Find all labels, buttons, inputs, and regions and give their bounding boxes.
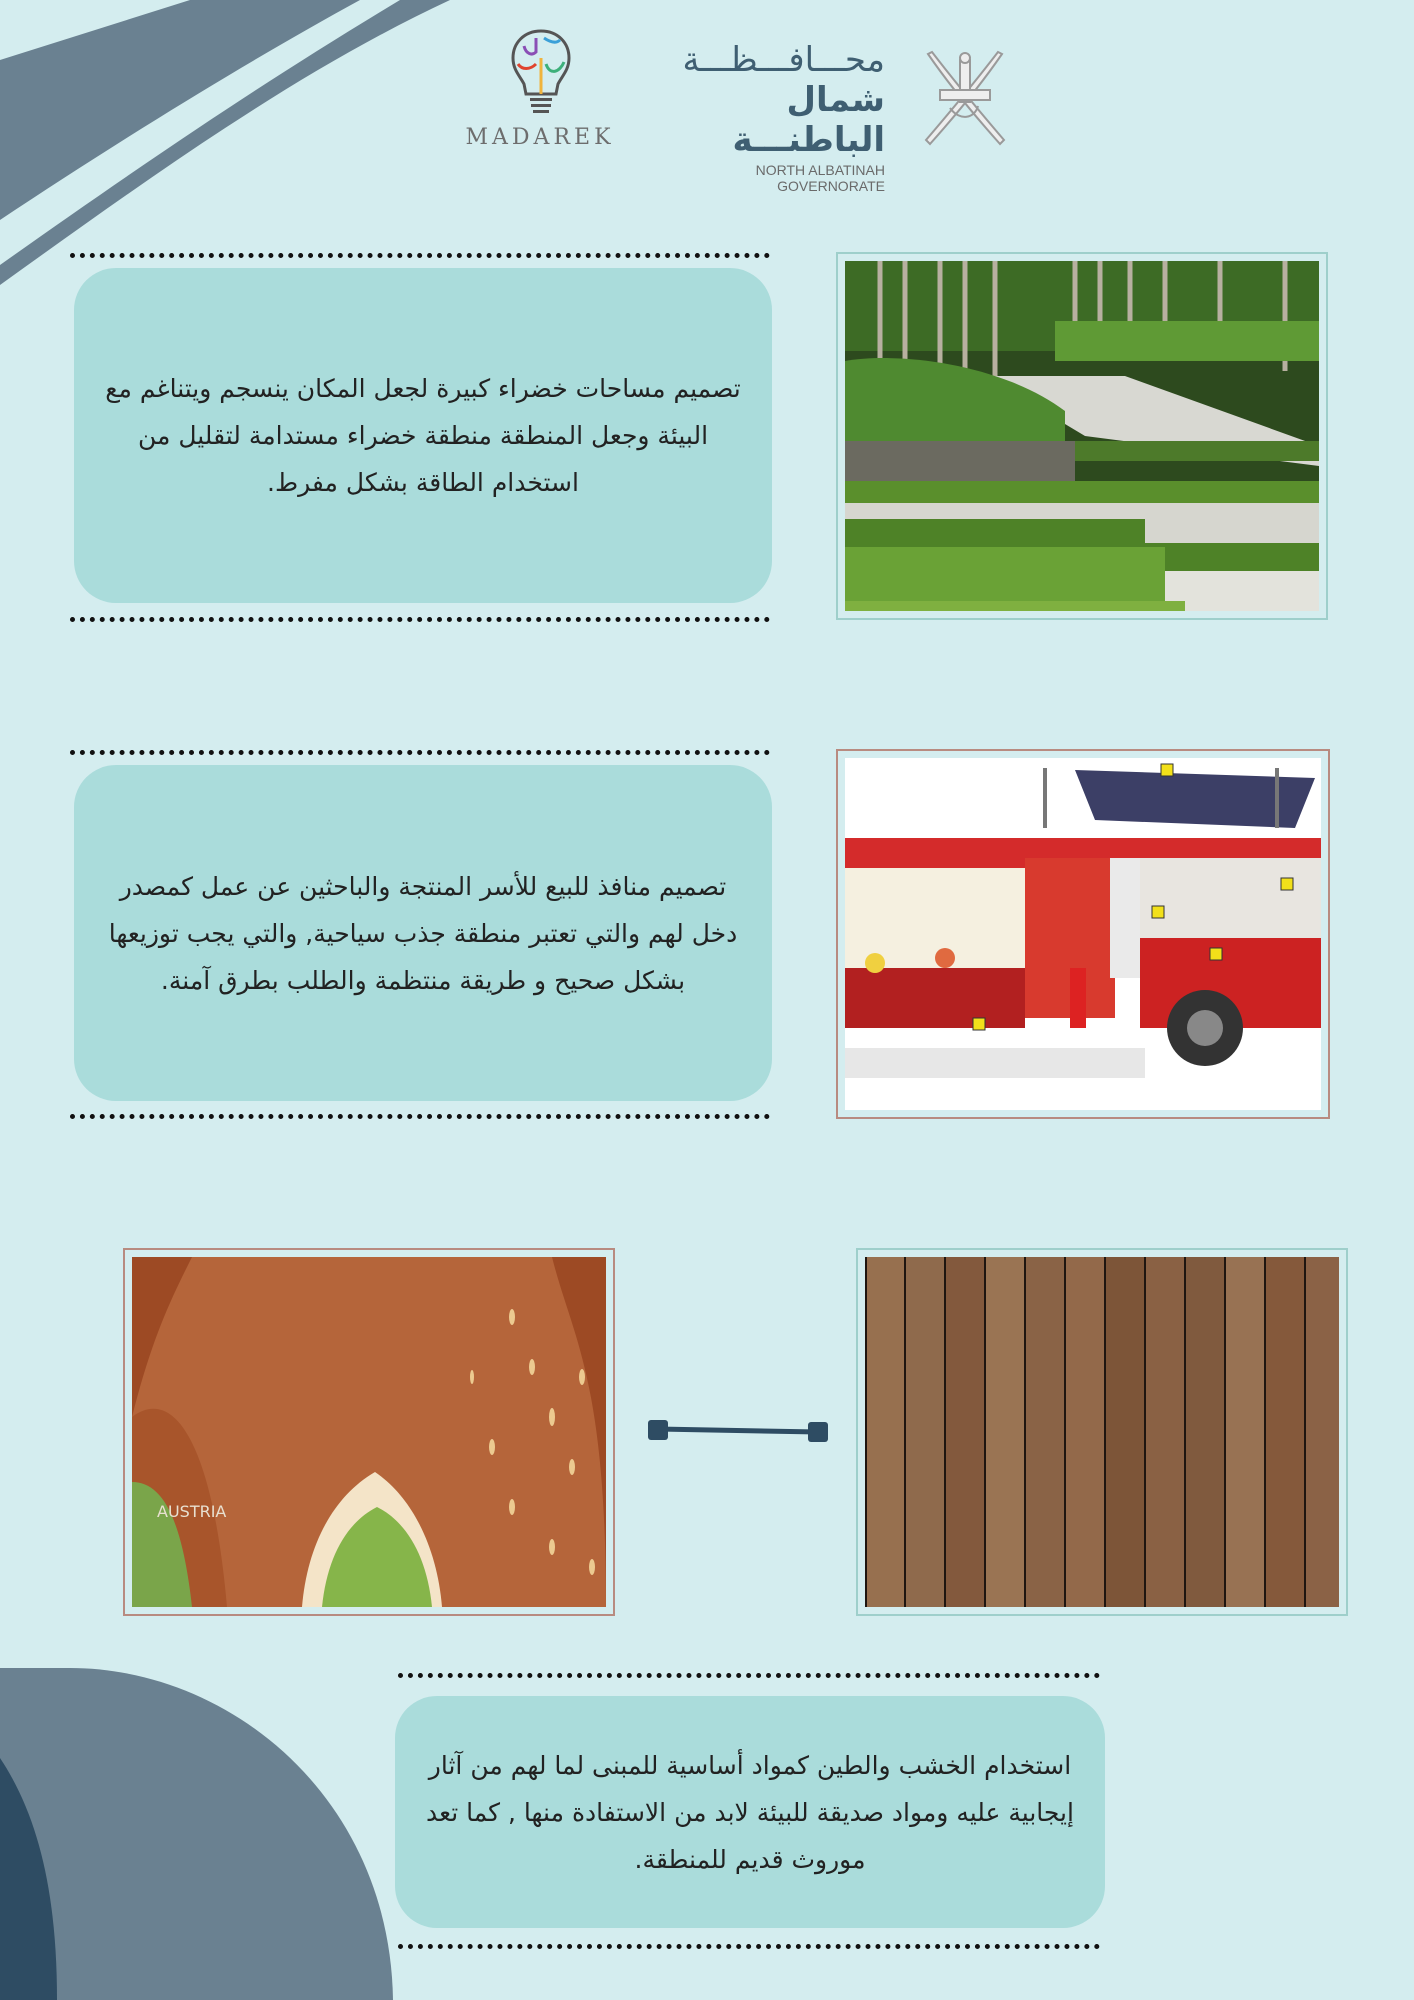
connector-line-icon	[648, 1418, 828, 1448]
oman-emblem-icon	[920, 46, 1010, 150]
decorative-arc-bottom-left	[0, 1668, 400, 2000]
dotted-divider	[70, 750, 770, 755]
food-truck-illustration	[845, 758, 1321, 1110]
image-garden-frame	[836, 252, 1328, 620]
governorate-logo	[645, 40, 885, 194]
svg-text:AUSTRIA: AUSTRIA	[157, 1502, 227, 1521]
dotted-divider	[398, 1944, 1100, 1949]
governorate-english-name: NORTH ALBATINAH GOVERNORATE	[755, 162, 885, 194]
lightbulb-calligraphy-icon	[510, 28, 572, 120]
dotted-divider	[70, 253, 770, 258]
text-box-green-spaces	[74, 268, 772, 603]
header	[460, 26, 1030, 194]
clay-pavilion-photo	[132, 1257, 606, 1607]
text-box-sales-outlets	[74, 765, 772, 1101]
governorate-arabic-line2: شمال الباطنـــة	[732, 80, 885, 160]
image-clay-pavilion-frame	[123, 1248, 615, 1616]
madarek-logo-text: MADAREK	[465, 125, 615, 150]
image-wood-frame	[856, 1248, 1348, 1616]
text-materials: استخدام الخشب والطين كمواد أساسية للمبنى لما لهم من آثار إيجابية عليه ومواد صديقة للبيئة لابد من الاستفادة منها , كما تعد موروث قديم للمنطقة.	[426, 1750, 1074, 1874]
dotted-divider	[70, 617, 770, 622]
text-sales-outlets: تصميم منافذ للبيع للأسر المنتجة والباحثين عن عمل كمصدر دخل لهم والتي تعتبر منطقة جذب سياحية, والتي يجب توزيعها بشكل صحيح و طريقة منتظمة والطلب بطرق آمنة.	[108, 871, 738, 995]
dotted-divider	[398, 1673, 1100, 1678]
governorate-arabic-line1: محـــافـــظـــة	[682, 40, 885, 80]
garden-photo	[845, 261, 1319, 611]
madarek-logo	[460, 26, 620, 150]
image-food-truck-frame	[836, 749, 1330, 1119]
wood-planks-photo	[865, 1257, 1339, 1607]
text-green-spaces: تصميم مساحات خضراء كبيرة لجعل المكان ينسجم ويتناغم مع البيئة وجعل المنطقة منطقة خضراء مستدامة لتقليل من استخدام الطاقة بشكل مفرط.	[105, 374, 741, 497]
dotted-divider	[70, 1114, 770, 1119]
text-box-materials	[395, 1696, 1105, 1928]
